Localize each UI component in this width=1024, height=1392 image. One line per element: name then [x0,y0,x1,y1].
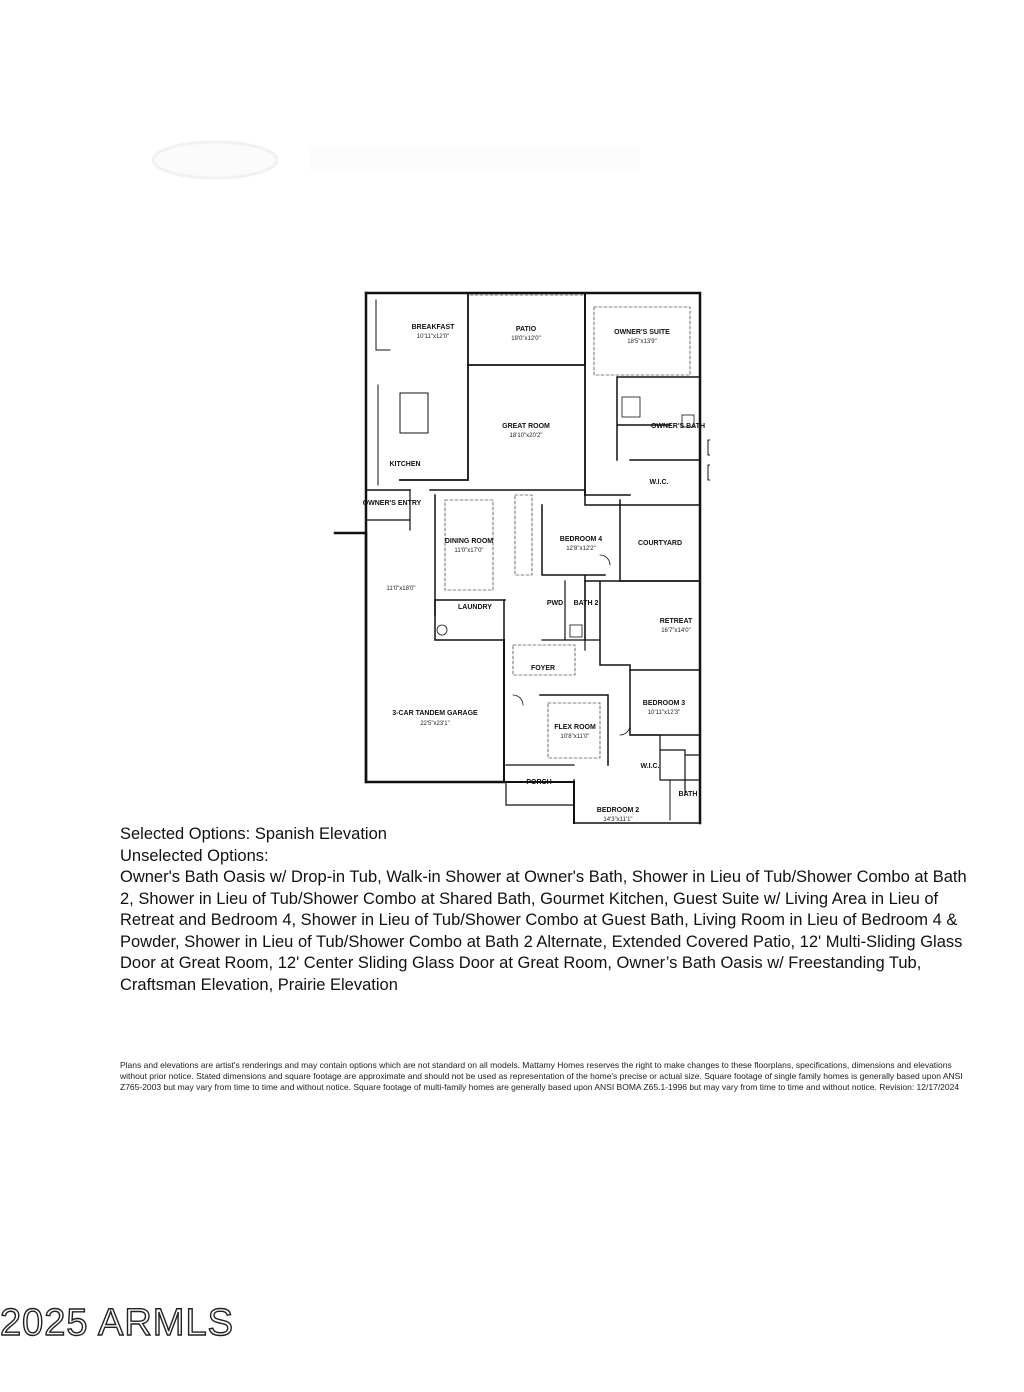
room-label-breakfast: BREAKFAST [411,324,455,331]
room-label-great-room: GREAT ROOM [502,423,550,430]
room-label-dining-room: DINING ROOM [444,538,494,545]
room-label-bedroom-3: BEDROOM 3 [642,700,686,707]
room-dim-retreat: 16'7"x14'0" [661,628,691,634]
room-dim-bedroom-2: 14'3"x11'1" [603,817,633,823]
room-label-garage: 3-CAR TANDEM GARAGE [392,710,478,717]
room-label-courtyard: COURTYARD [637,540,683,547]
room-label-bath: BATH [678,791,698,798]
floor-plan [330,285,710,830]
room-dim-great-room: 18'10"x20'2" [509,433,543,439]
disclaimer: Plans and elevations are artist's renderings and may contain options which are not standard on all models. Mattamy Homes reserves the right to make changes to these floorplans, specifications, dimensions and elevations without prior notice. Stated dimensions and square footage are approximate and should not be used as representation of the home's precise or actual size. Square footage of single family homes is generally based upon ANSI Z765-2003 but may vary from time to time and without notice. Square footage of multi-family homes are generally based upon ANSI BOMA Z65.1-1996 but may vary from time to time and without notice. Revision: 12/17/2024 [120,1060,963,1092]
room-dim-breakfast: 10'11"x12'0" [416,334,450,340]
room-dim-garage: 22'5"x23'1" [420,721,450,727]
room-dim-owners-suite: 18'5"x13'9" [627,339,657,345]
room-label-owners-entry: OWNER'S ENTRY [362,500,422,507]
unselected-options-heading: Unselected Options: [120,846,269,865]
room-labels [363,324,705,823]
room-dim-bedroom-3: 10'11"x12'3" [647,710,681,716]
room-label-bedroom-4: BEDROOM 4 [559,536,603,543]
room-label-bath-2: BATH 2 [573,600,599,607]
room-label-owners-bath: OWNER'S BATH [650,423,706,430]
room-label-laundry: LAUNDRY [458,604,492,611]
unselected-options-list: Owner's Bath Oasis w/ Drop-in Tub, Walk-in Shower at Owner's Bath, Shower in Lieu of Tub/Shower Combo at Bath 2, Shower in Lieu of Tub/Shower Combo at Shared Bath, Gourmet Kitchen, Guest Suite w/ Living Area in Lieu of Retreat and Bedroom 4, Shower in Lieu of Tub/Shower Combo at Guest Bath, Living Room in Lieu of Bedroom 4 & Powder, Shower in Lieu of Tub/Shower Combo at Bath 2 Alternate, Extended Covered Patio, 12' Multi-Sliding Glass Door at Great Room, 12' Center Sliding Glass Door at Great Room, Owner’s Bath Oasis w/ Freestanding Tub, Craftsman Elevation, Prairie Elevation [120,868,967,994]
room-label-foyer: FOYER [530,665,556,672]
room-dim-patio: 19'0"x12'0" [511,336,541,342]
room-dim-garage-bay: 11'0"x18'0" [386,586,416,592]
watermark: 2025 ARMLS [0,1302,234,1344]
room-label-pwd: PWD [546,600,564,607]
options-section [120,824,970,996]
room-label-owners-suite: OWNER'S SUITE [614,329,670,336]
room-label-patio: PATIO [515,326,537,333]
room-label-bedroom-2: BEDROOM 2 [596,807,640,814]
room-dim-bedroom-4: 12'8"x12'2" [566,546,596,552]
faint-builder-logo [150,138,670,188]
room-label-wic-owner: W.I.C. [649,479,669,486]
room-label-retreat: RETREAT [659,618,693,625]
room-label-flex-room: FLEX ROOM [554,724,596,731]
selected-options: Selected Options: Spanish Elevation [120,825,387,843]
room-dim-dining-room: 11'0"x17'0" [454,548,484,554]
room-label-porch: PORCH [526,779,552,786]
room-label-kitchen: KITCHEN [389,461,421,468]
room-label-wic-bed3: W.I.C. [640,763,660,770]
room-dim-flex-room: 10'8"x11'0" [560,734,590,740]
